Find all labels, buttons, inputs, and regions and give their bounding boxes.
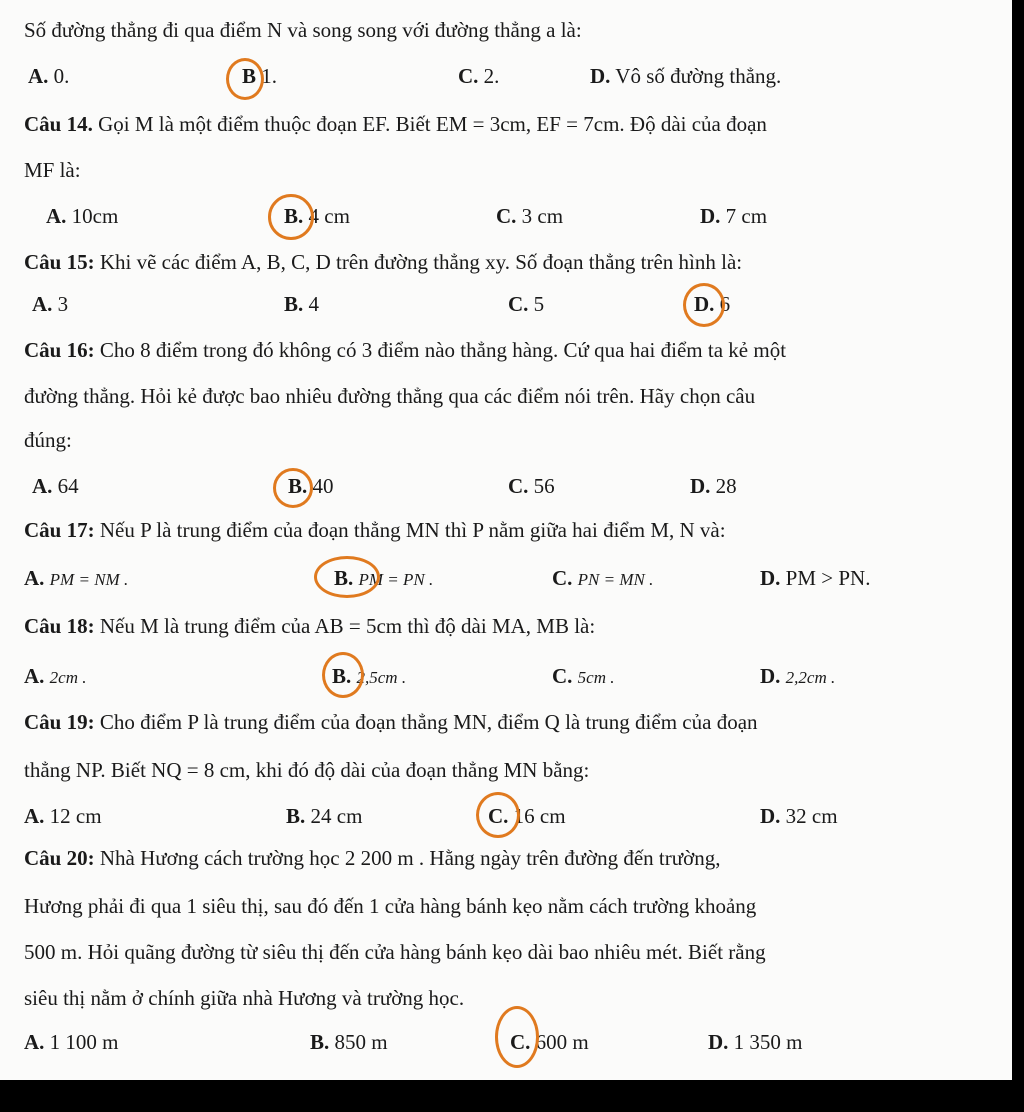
q17-option-b[interactable]: B. PM = PN .	[334, 566, 434, 590]
q14-line1: Câu 14. Gọi M là một điểm thuộc đoạn EF. Biết EM = 3cm, EF = 7cm. Độ dài của đoạn	[24, 112, 767, 136]
answer-circle-q20	[495, 1006, 539, 1068]
answer-circle-q17	[314, 556, 380, 598]
intro-option-a[interactable]: A. 0.	[28, 64, 70, 88]
q14-option-a[interactable]: A. 10cm	[46, 204, 119, 228]
intro-question-text: Số đường thẳng đi qua điểm N và song song với đường thẳng a là:	[24, 18, 582, 42]
q19-option-c[interactable]: C. 16 cm	[488, 804, 566, 828]
q18-option-d[interactable]: D. 2,2cm .	[760, 664, 836, 688]
answer-circle-q18	[322, 652, 364, 698]
q14-option-b[interactable]: B. 4 cm	[284, 204, 350, 228]
q16-line2: đường thẳng. Hỏi kẻ được bao nhiêu đường thẳng qua các điểm nói trên. Hãy chọn câu	[24, 384, 756, 408]
q19-option-d[interactable]: D. 32 cm	[760, 804, 838, 828]
q15-option-a[interactable]: A. 3	[32, 292, 69, 316]
q17-line1: Câu 17: Nếu P là trung điểm của đoạn thẳng MN thì P nằm giữa hai điểm M, N và:	[24, 518, 726, 542]
intro-option-d[interactable]: D. Vô số đường thẳng.	[590, 64, 782, 88]
q17-option-d[interactable]: D. PM > PN.	[760, 566, 871, 590]
q16-option-d[interactable]: D. 28	[690, 474, 737, 498]
answer-circle-q19	[476, 792, 520, 838]
q20-option-c[interactable]: C. 600 m	[510, 1030, 589, 1054]
q20-line3: 500 m. Hỏi quãng đường từ siêu thị đến cửa hàng bánh kẹo dài bao nhiêu mét. Biết rằng	[24, 940, 766, 964]
q20-line1: Câu 20: Nhà Hương cách trường học 2 200 m . Hằng ngày trên đường đến trường,	[24, 846, 721, 870]
intro-option-b[interactable]: B 1.	[242, 64, 278, 88]
q19-line2: thẳng NP. Biết NQ = 8 cm, khi đó độ dài của đoạn thẳng MN bằng:	[24, 758, 590, 782]
q16-line3: đúng:	[24, 428, 72, 452]
q16-line1: Câu 16: Cho 8 điểm trong đó không có 3 điểm nào thẳng hàng. Cứ qua hai điểm ta kẻ một	[24, 338, 787, 362]
q14-option-d[interactable]: D. 7 cm	[700, 204, 768, 228]
q15-option-c[interactable]: C. 5	[508, 292, 545, 316]
q20-option-d[interactable]: D. 1 350 m	[708, 1030, 803, 1054]
q18-option-b[interactable]: B. 2,5cm .	[332, 664, 407, 688]
q19-option-a[interactable]: A. 12 cm	[24, 804, 102, 828]
q16-option-b[interactable]: B. 40	[288, 474, 334, 498]
answer-circle-q15	[683, 283, 725, 327]
q16-option-c[interactable]: C. 56	[508, 474, 555, 498]
q19-option-b[interactable]: B. 24 cm	[286, 804, 363, 828]
q18-line1: Câu 18: Nếu M là trung điểm của AB = 5cm thì độ dài MA, MB là:	[24, 614, 596, 638]
q20-option-b[interactable]: B. 850 m	[310, 1030, 388, 1054]
q20-line2: Hương phải đi qua 1 siêu thị, sau đó đến 1 cửa hàng bánh kẹo nằm cách trường khoảng	[24, 894, 757, 918]
q14-option-c[interactable]: C. 3 cm	[496, 204, 564, 228]
q15-line1: Câu 15: Khi vẽ các điểm A, B, C, D trên đường thẳng xy. Số đoạn thẳng trên hình là:	[24, 250, 743, 274]
answer-circle-q16	[273, 468, 313, 508]
q14-line2: MF là:	[24, 158, 81, 182]
answer-circle-q14	[268, 194, 314, 240]
q16-option-a[interactable]: A. 64	[32, 474, 79, 498]
q19-line1: Câu 19: Cho điểm P là trung điểm của đoạn thẳng MN, điểm Q là trung điểm của đoạn	[24, 710, 758, 734]
q15-option-d[interactable]: D. 6	[694, 292, 731, 316]
q20-option-a[interactable]: A. 1 100 m	[24, 1030, 119, 1054]
q18-option-a[interactable]: A. 2cm .	[24, 664, 87, 688]
q18-option-c[interactable]: C. 5cm .	[552, 664, 615, 688]
q17-option-a[interactable]: A. PM = NM .	[24, 566, 129, 590]
q17-option-c[interactable]: C. PN = MN .	[552, 566, 654, 590]
q15-option-b[interactable]: B. 4	[284, 292, 320, 316]
intro-option-c[interactable]: C. 2.	[458, 64, 500, 88]
answer-circle-intro	[226, 58, 264, 100]
q20-line4: siêu thị nằm ở chính giữa nhà Hương và trường học.	[24, 986, 465, 1010]
